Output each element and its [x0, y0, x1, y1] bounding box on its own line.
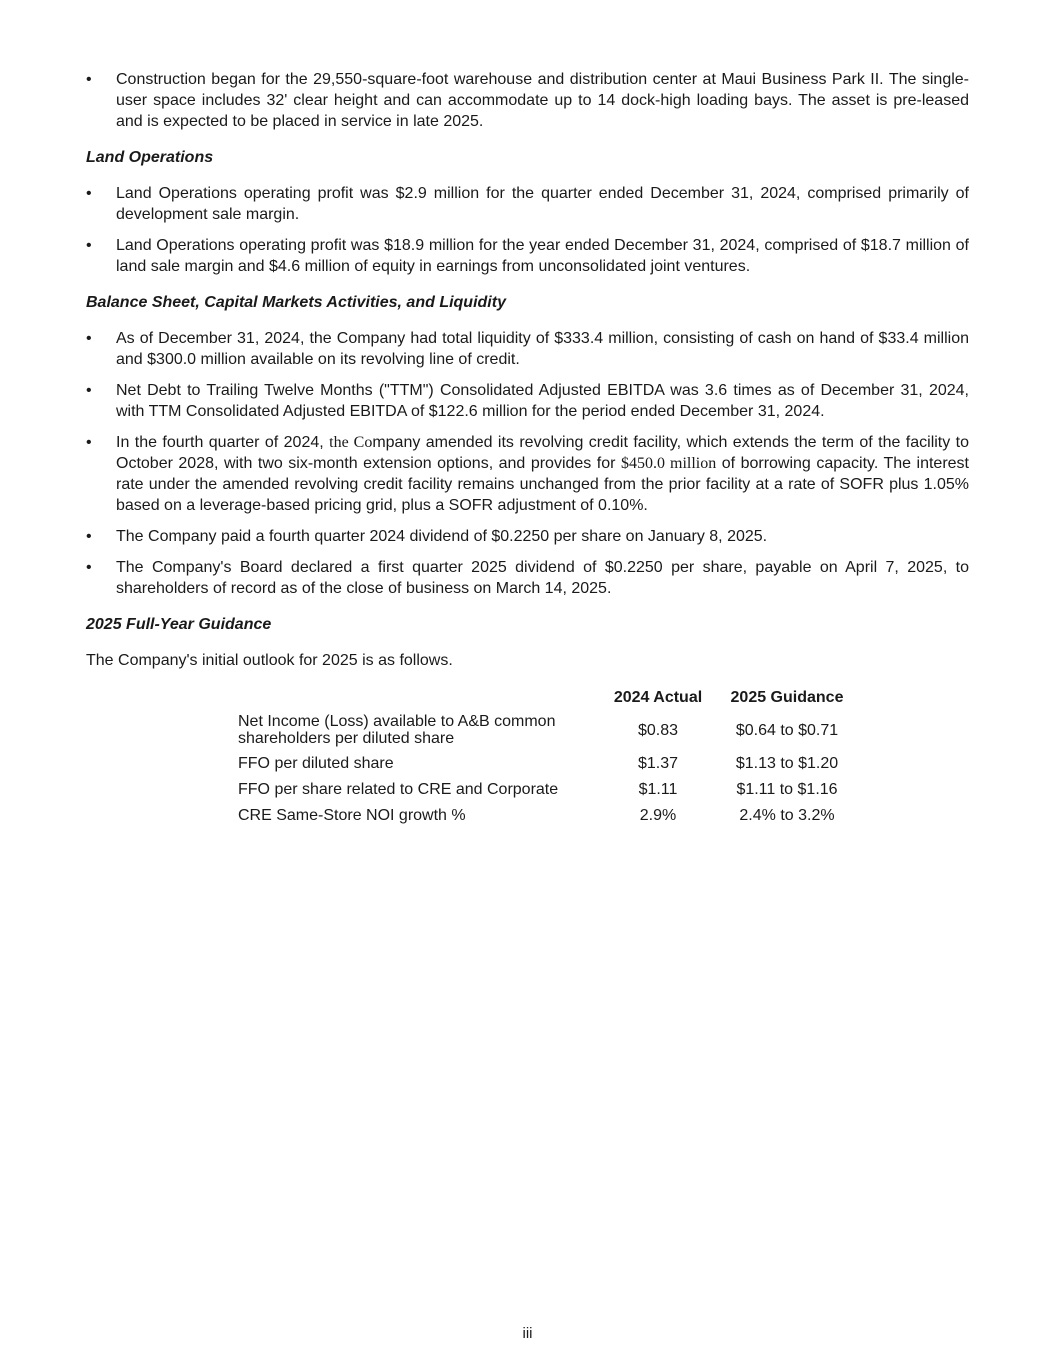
- bullet-item: [86, 69, 969, 132]
- cell-guidance: 2.4% to 3.2%: [739, 806, 835, 824]
- guidance-intro: The Company's initial outlook for 2025 is as follows.: [86, 652, 453, 669]
- row-label: FFO per diluted share: [238, 754, 394, 772]
- bullet-dot: •: [86, 71, 92, 88]
- column-header-2025-guidance: 2025 Guidance: [730, 688, 844, 706]
- bullet-item: [86, 380, 969, 422]
- row-label-line: Net Income (Loss) available to A&B common: [238, 713, 556, 730]
- row-label: FFO per share related to CRE and Corporate: [238, 780, 559, 798]
- bullet-item: [86, 235, 969, 277]
- bullet-dot: •: [86, 528, 92, 545]
- text-run: of borrowing capacity. The interest rate under the amended revolving credit facility remains unchanged from the prior facility at a rate of SOFR plus 1.05% based on a leverage-based pricing grid, plus a SOFR adjustment of 0.10%.: [116, 455, 969, 514]
- bullet-text: Land Operations operating profit was $2.9 million for the quarter ended December 31, 2024, comprised primarily of development sale margin.: [116, 185, 969, 223]
- cell-actual: $1.11: [638, 780, 678, 798]
- bullet-dot: •: [86, 382, 92, 399]
- bullet-item: [86, 183, 969, 225]
- bullet-text: Land Operations operating profit was $18.9 million for the year ended December 31, 2024, comprised of $18.7 million of land sale margin and $4.6 million of equity in earnings from unconsolidated joint ventures.: [116, 237, 969, 275]
- section-heading-balance-sheet: Balance Sheet, Capital Markets Activities, and Liquidity: [86, 294, 506, 311]
- cell-guidance: $1.13 to $1.20: [735, 754, 839, 772]
- document-body: [86, 69, 969, 687]
- text-run-serif: the Co: [329, 434, 373, 451]
- row-label: CRE Same-Store NOI growth %: [238, 806, 466, 824]
- table-row: [232, 750, 862, 776]
- table-header-row: [232, 684, 862, 710]
- bullet-text: The Company's Board declared a first quarter 2025 dividend of $0.2250 per share, payable on April 7, 2025, to shareholders of record as of the close of business on March 14, 2025.: [116, 559, 969, 597]
- row-label: [232, 710, 604, 750]
- cell-guidance: $1.11 to $1.16: [736, 780, 838, 798]
- bullet-item: [86, 432, 969, 516]
- bullet-text: As of December 31, 2024, the Company had total liquidity of $333.4 million, consisting of cash on hand of $33.4 million and $300.0 million available on its revolving line of credit.: [116, 330, 969, 368]
- bullet-item: [86, 557, 969, 599]
- page-number: iii: [522, 1325, 533, 1342]
- bullet-dot: •: [86, 185, 92, 202]
- text-run-serif: $450.0 million: [620, 455, 717, 472]
- text-run: mpany amended its revolving credit facility, which extends the term of the facility to October 2028, with two six-month extension options, and provides for: [116, 434, 970, 472]
- guidance-table: [232, 684, 862, 828]
- text-run: In the fourth quarter of 2024,: [116, 434, 330, 451]
- bullet-dot: •: [86, 330, 92, 347]
- section-heading-land-operations: Land Operations: [86, 149, 214, 166]
- row-label-line: shareholders per diluted share: [238, 730, 455, 747]
- section-heading-guidance: 2025 Full-Year Guidance: [86, 616, 272, 633]
- table-row: [232, 710, 862, 750]
- bullet-dot: •: [86, 237, 92, 254]
- table-row: [232, 776, 862, 802]
- bullet-text: The Company paid a fourth quarter 2024 dividend of $0.2250 per share on January 8, 2025.: [116, 528, 768, 545]
- bullet-text: Construction began for the 29,550-square-foot warehouse and distribution center at Maui Business Park II. The single-user space includes 32' clear height and can accommodate up to 14 dock-high loading bays. The asset is pre-leased and is expected to be placed in service in late 2025.: [116, 71, 969, 130]
- bullet-item: [86, 328, 969, 370]
- bullet-dot: •: [86, 434, 92, 451]
- column-header-2024-actual: 2024 Actual: [613, 688, 703, 706]
- cell-actual: $0.83: [637, 721, 679, 739]
- bullet-dot: •: [86, 559, 92, 576]
- table-header-blank: [232, 684, 604, 710]
- table-row: [232, 802, 862, 828]
- bullet-text: Net Debt to Trailing Twelve Months ("TTM") Consolidated Adjusted EBITDA was 3.6 times as of December 31, 2024, with TTM Consolidated Adjusted EBITDA of $122.6 million for the period ended December 31, 2024.: [116, 382, 969, 420]
- cell-actual: $1.37: [637, 754, 679, 772]
- cell-actual: 2.9%: [639, 806, 677, 824]
- cell-guidance: $0.64 to $0.71: [735, 721, 839, 739]
- bullet-item: [86, 526, 969, 547]
- bullet-text: [116, 434, 969, 514]
